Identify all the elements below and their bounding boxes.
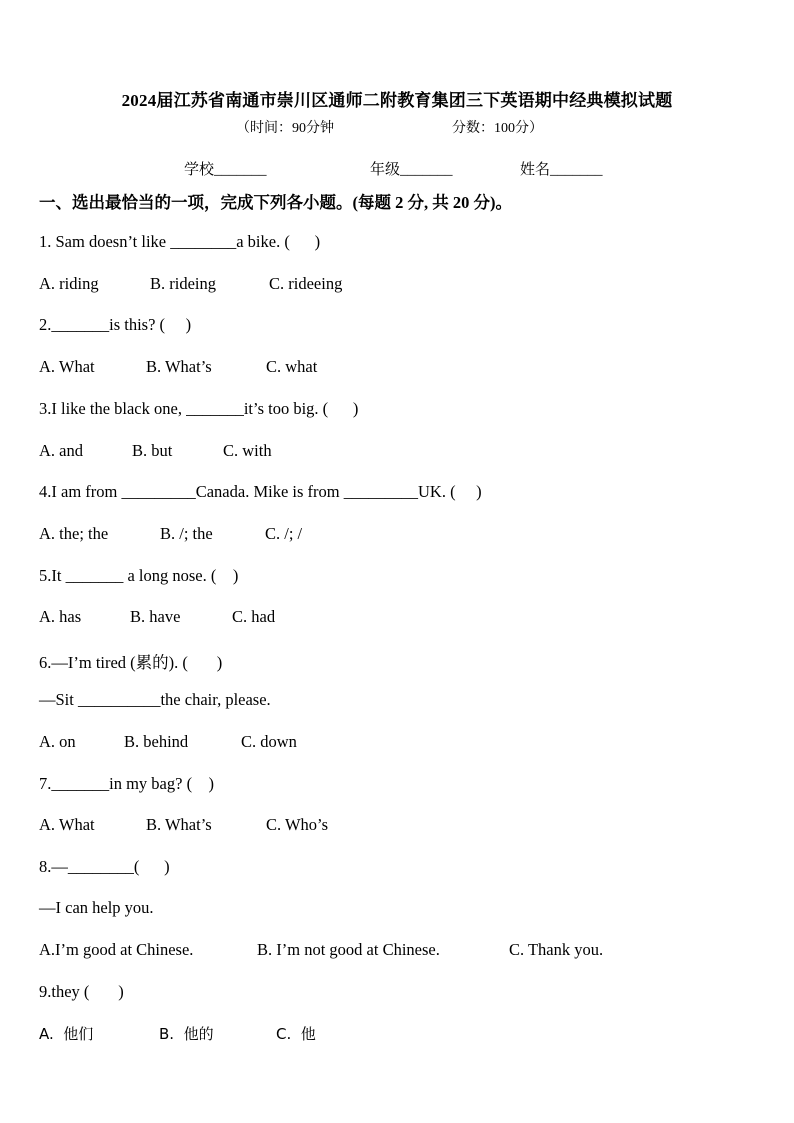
- question-3-option-c: C. with: [223, 441, 272, 460]
- question-6-response: —Sit __________the chair, please.: [39, 690, 271, 709]
- question-3-stem: 3.I like the black one, _______it’s too big. ( ): [39, 399, 359, 418]
- exam-title: 2024届江苏省南通市崇川区通师二附教育集团三下英语期中经典模拟试题: [121, 91, 673, 110]
- name-field: 姓名_______: [520, 162, 603, 178]
- question-6-stem: 6.—I’m tired (累的). ( ): [39, 653, 223, 672]
- section-heading: 一、选出最恰当的一项，完成下列各小题。(每题 2 分, 共 20 分)。: [39, 193, 512, 212]
- question-3-option-b: B. but: [132, 441, 173, 460]
- question-4-stem: 4.I am from _________Canada. Mike is from _________UK. ( ): [39, 482, 482, 501]
- question-3-option-a: A. and: [39, 441, 83, 460]
- question-7-option-b: B. What’s: [146, 815, 212, 834]
- question-5-stem: 5.It _______ a long nose. ( ): [39, 566, 239, 585]
- question-8-option-c: C. Thank you.: [509, 940, 604, 959]
- question-4-option-a: A. the; the: [39, 524, 109, 543]
- question-6-option-b: B. behind: [124, 732, 189, 751]
- question-4-option-b: B. /; the: [160, 524, 213, 543]
- question-6-option-c: C. down: [241, 732, 297, 751]
- school-field: 学校_______: [184, 162, 267, 178]
- question-5-option-a: A. has: [39, 607, 82, 626]
- question-1-option-b: B. rideing: [150, 274, 216, 293]
- question-2-option-b: B. What’s: [146, 357, 212, 376]
- question-7-option-c: C. Who’s: [266, 815, 329, 834]
- question-2-option-a: A. What: [39, 357, 95, 376]
- question-5-option-c: C. had: [232, 607, 276, 626]
- grade-field: 年级_______: [370, 162, 453, 178]
- exam-time: （时间：90分钟: [236, 121, 334, 136]
- question-9-option-c: C. 他: [276, 1025, 316, 1043]
- question-2-stem: 2._______is this? ( ): [39, 315, 192, 334]
- question-8-response: —I can help you.: [39, 898, 154, 917]
- question-7-stem: 7._______in my bag? ( ): [39, 774, 215, 793]
- question-8-option-b: B. I’m not good at Chinese.: [257, 940, 440, 959]
- question-8-stem: 8.—________( ): [39, 857, 170, 876]
- question-9-option-b: B. 他的: [159, 1025, 214, 1043]
- exam-score: 分数：100分）: [452, 121, 543, 136]
- question-9-stem: 9.they ( ): [39, 982, 124, 1001]
- question-5-option-b: B. have: [130, 607, 181, 626]
- question-6-option-a: A. on: [39, 732, 76, 751]
- question-9-option-a: A. 他们: [39, 1025, 94, 1043]
- question-4-option-c: C. /; /: [265, 524, 303, 543]
- question-8-option-a: A.I’m good at Chinese.: [39, 940, 194, 959]
- question-7-option-a: A. What: [39, 815, 95, 834]
- question-2-option-c: C. what: [266, 357, 318, 376]
- question-1-option-c: C. rideeing: [269, 274, 343, 293]
- question-1-option-a: A. riding: [39, 274, 99, 293]
- question-1-stem: 1. Sam doesn’t like ________a bike. ( ): [39, 232, 321, 251]
